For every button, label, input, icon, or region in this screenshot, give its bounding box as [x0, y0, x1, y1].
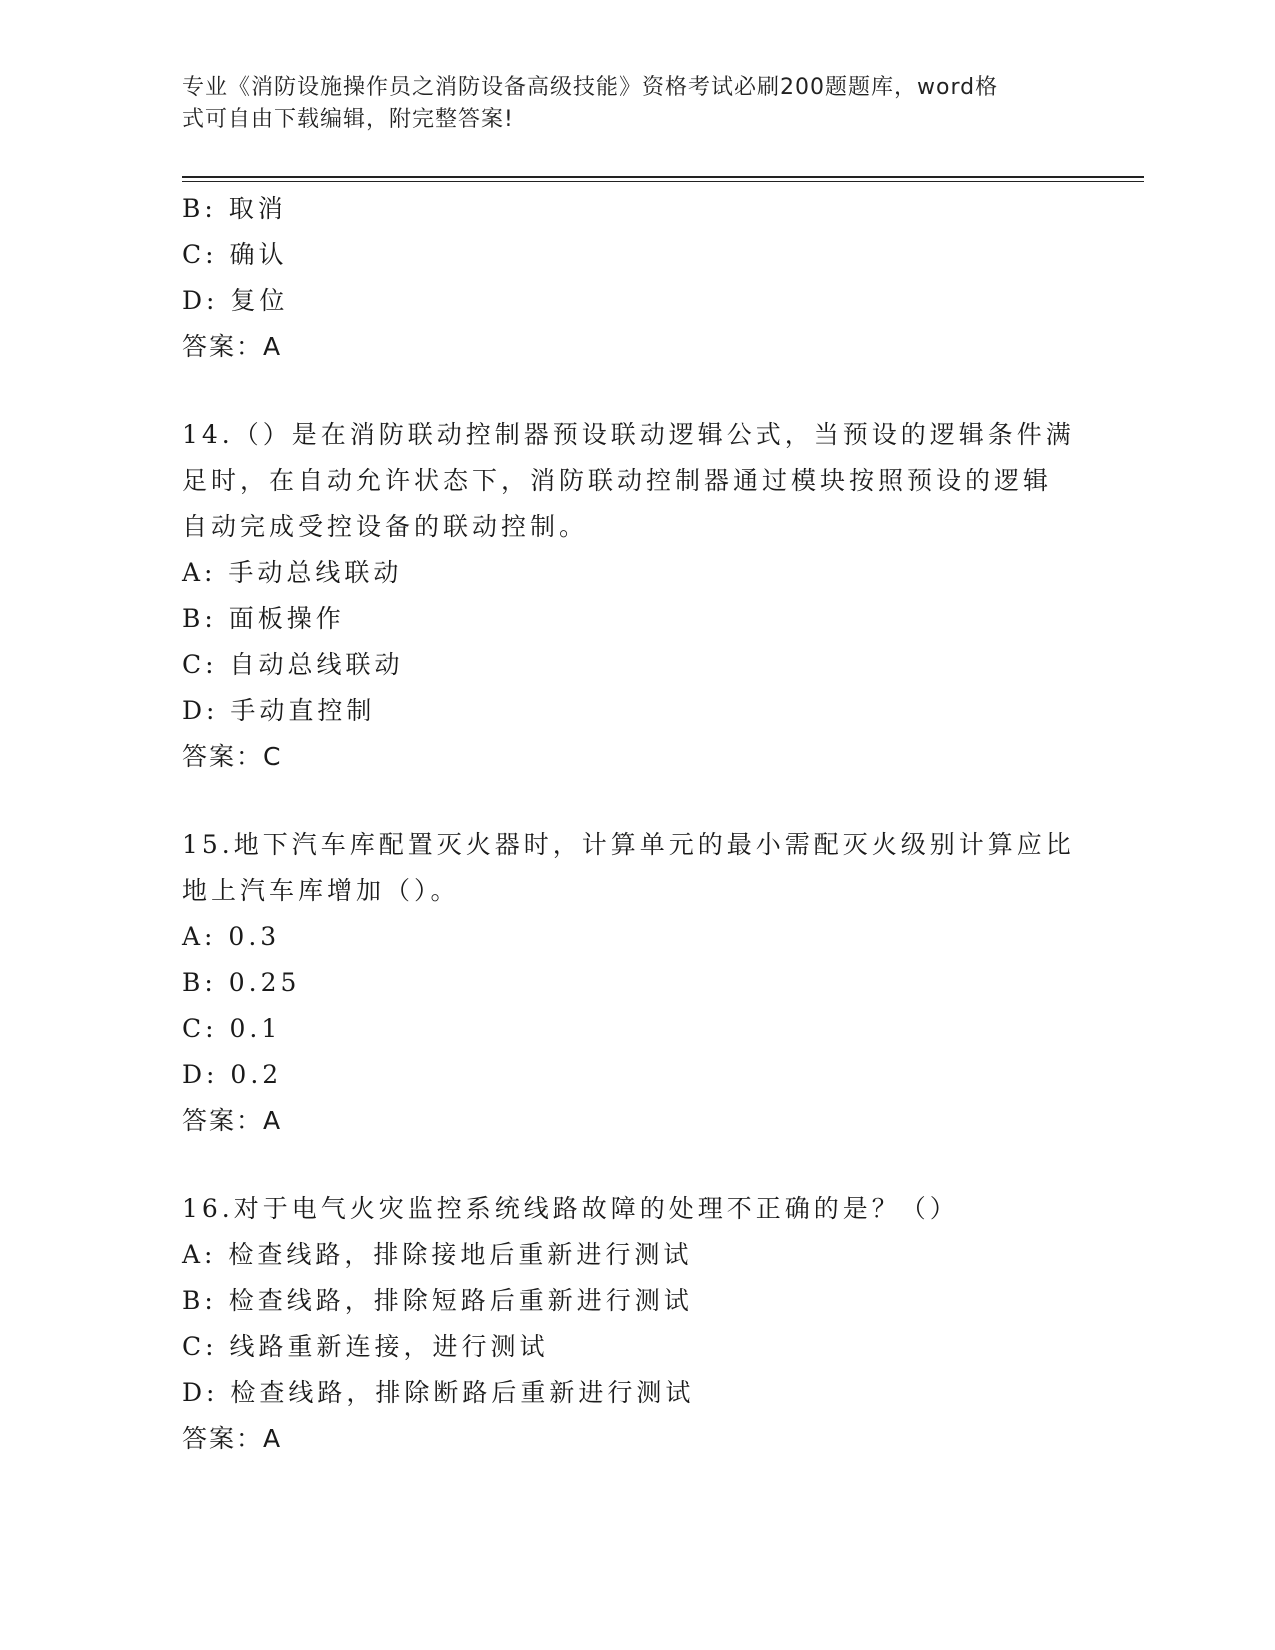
question-16 [182, 1186, 1082, 1462]
question-list [182, 186, 1082, 1462]
answer-line: 答案：C [182, 742, 283, 771]
option-d: D: 检查线路，排除断路后重新进行测试 [182, 1378, 695, 1407]
question-stem-line: 15.地下汽车库配置灭火器时，计算单元的最小需配灭火级别计算应比 [182, 830, 1075, 859]
question-stem-line: 地上汽车库增加（）。 [182, 876, 460, 905]
answer-line: 答案：A [182, 1106, 283, 1135]
option-a: A: 手动总线联动 [182, 558, 403, 587]
header-divider-thick [182, 176, 1144, 178]
question-stem-line: 足时，在自动允许状态下，消防联动控制器通过模块按照预设的逻辑 [182, 466, 1053, 495]
question-15 [182, 822, 1082, 1144]
question-13-fragment [182, 186, 1082, 370]
header-divider-thin [182, 181, 1144, 182]
option-b: B: 检查线路，排除短路后重新进行测试 [182, 1286, 693, 1315]
option-c: C: 确认 [182, 240, 288, 269]
header-line-2: 式可自由下载编辑，附完整答案! [182, 107, 514, 132]
option-d: D: 0.2 [182, 1060, 283, 1089]
option-a: A: 检查线路，排除接地后重新进行测试 [182, 1240, 693, 1269]
option-b: B: 0.25 [182, 968, 301, 997]
option-d: D: 手动直控制 [182, 696, 376, 725]
question-stem-line: 16.对于电气火灾监控系统线路故障的处理不正确的是？（） [182, 1194, 959, 1223]
option-c: C: 线路重新连接，进行测试 [182, 1332, 549, 1361]
option-b: B: 面板操作 [182, 604, 345, 633]
option-d: D: 复位 [182, 286, 289, 315]
document-header [182, 72, 1062, 136]
option-a: A: 0.3 [182, 922, 281, 951]
option-b: B: 取消 [182, 194, 287, 223]
question-stem-line: 自动完成受控设备的联动控制。 [182, 512, 589, 541]
header-line-1: 专业《消防设施操作员之消防设备高级技能》资格考试必刷200题题库，word格 [182, 75, 999, 100]
answer-line: 答案：A [182, 332, 283, 361]
question-14 [182, 412, 1082, 780]
question-stem-line: 14.（）是在消防联动控制器预设联动逻辑公式，当预设的逻辑条件满 [182, 420, 1075, 449]
option-c: C: 自动总线联动 [182, 650, 404, 679]
option-c: C: 0.1 [182, 1014, 282, 1043]
answer-line: 答案：A [182, 1424, 283, 1453]
